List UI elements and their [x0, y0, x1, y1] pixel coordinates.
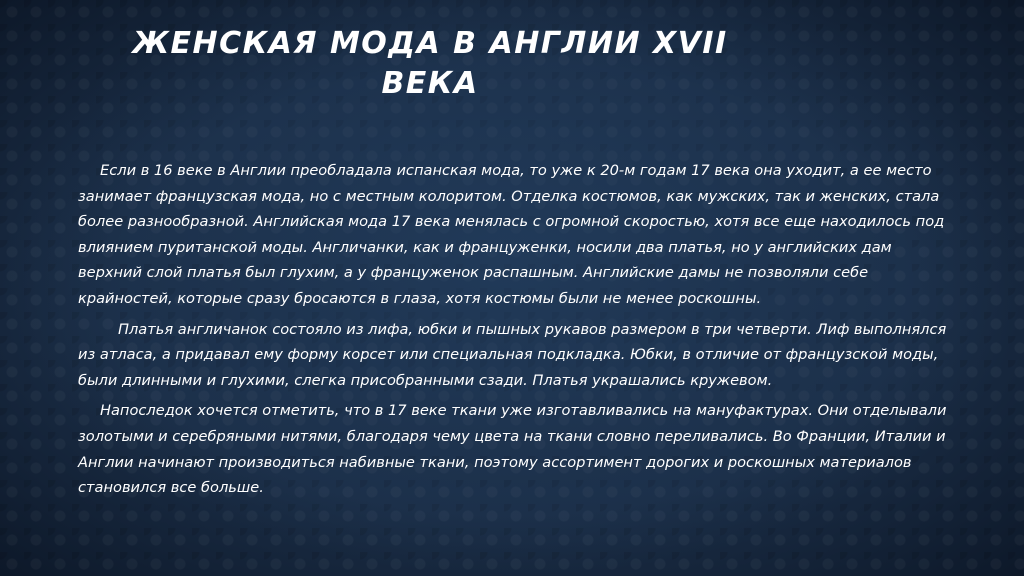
body-paragraph-2: Платья англичанок состояло из лифа, юбки и пышных рукавов размером в три четверти. Лиф выполнялся из атласа, а придавал ему форму корсет или специальная подкладка. Юбки, в отличие от французской моды, были длинными и глухими, слегка присобранными сзади. Платья украшались кружевом.	[78, 320, 947, 389]
title-line-2: ВЕКА	[381, 66, 479, 101]
slide-title	[105, 24, 755, 104]
slide-body	[78, 158, 958, 506]
body-paragraph-1: Если в 16 веке в Англии преобладала испанская мода, то уже к 20-м годам 17 века она уходит, а ее место занимает французская мода, но с местным колоритом. Отделка костюмов, как мужских, так и женских, стала более разнообразной. Английская мода 17 века менялась с огромной скоростью, хотя все еще находилось под влиянием пуританской моды. Англичанки, как и француженки, носили два платья, но у английских дам верхний слой платья был глухим, а у француженок распашным. Английские дамы не позволяли себе крайностей, которые сразу бросаются в глаза, хотя костюмы были не менее роскошны.	[78, 162, 945, 307]
body-paragraph-3: Напоследок хочется отметить, что в 17 веке ткани уже изготавливались на мануфактурах. Они отделывали золотыми и серебряными нитями, благодаря чему цвета на ткани словно переливались. Во Франции, Италии и Англии начинают производиться набивные ткани, поэтому ассортимент дорогих и роскошных материалов становился все больше.	[78, 402, 947, 497]
title-line-1: ЖЕНСКАЯ МОДА В АНГЛИИ XVII	[132, 26, 728, 61]
